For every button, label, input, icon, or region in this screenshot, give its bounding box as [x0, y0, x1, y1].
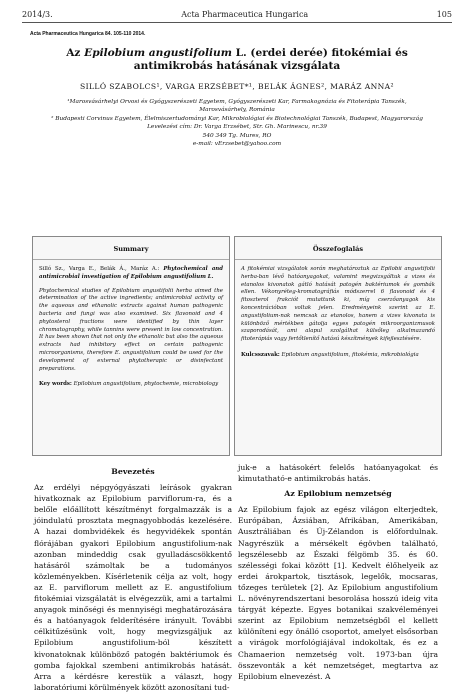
section-heading-bevezetes: Bevezetés — [111, 467, 155, 476]
summary-reference — [39, 266, 223, 282]
body-paragraph: Az erdélyi népgyógyászati leírások gyakran hivatkoznak az Epilobium parviflorum-ra, és a belőle előállított készítményt forgalmazzák is a jóindulatú prosztata megnagyobbodás kezelésére. A hazai dombvidékek és hegyvidékek spontán flórájában gyakori Epilobium angustifolium-nak azonban mindeddig csak gyulladáscsökkentő hatásáról számoltak be a tudományos közleményekben. Kísérletenik célja az volt, hogy az E. parviflorum mellett az E. angustifolium fitokémiai vizsgálatát is elvégezzük, ami a tartalmi anyagok minőségi és mennyiségi meghatározására és a hatóanyagok felderítésére irányult. További célkitűzésünk volt, hogy megvizsgáljuk az Epilobium angustifolium-ból készített kivonatoknak különböző patogén baktériumok és gomba fajokkal szembeni antimikrobás hatását. Arra a kérdésre kerestük a választ, hogy laboratóriumi körülmények között azonosítani tud- — [34, 483, 232, 692]
keywords-value: Epilobium angustifolium, phytochemie, microbiology — [73, 381, 219, 388]
summary-box — [32, 236, 230, 456]
osszefoglalas-divider — [235, 259, 441, 260]
kulcsszavak-label: Kulcsszavak: — [241, 351, 280, 358]
correspondence-city: 540 349 Tg. Mures, RO — [202, 132, 272, 139]
summary-heading: Summary — [113, 245, 149, 253]
correspondence-address: Levelezési cím: Dr. Varga Erzsébet, Str. Gh. Marinescu, nr.39 — [147, 124, 327, 131]
body-column-right — [238, 462, 438, 681]
running-header — [22, 10, 452, 22]
title-suffix: L. (erdei derée) fitokémiai és antimikrobás hatásának vizsgálata — [133, 47, 408, 72]
summary-divider — [33, 259, 229, 260]
title-species: Epilobium angustifolium — [84, 47, 232, 59]
header-page-number: 105 — [436, 10, 452, 19]
summary-abstract: Phytochemical studies of Epilobium angustifolii herba aimed the determination of the active ingredients; antimicrobial activity of the aqueous and ethanolic extracts against human pathogenic bacteria and fungi was also examined. Six flavonoid and 4 phytosterol fractions were identified by thin layer chromatography, while tannins were present in low concentration. It has been shown that not only the ethanolic but also the aqueous extracts had inhibitory effect on certain pathogenic microorganisms, therefore E. angustifolium could be used for the development of external phytotherapic or disinfectant preparations. — [39, 287, 223, 372]
affiliations — [40, 98, 434, 148]
osszefoglalas-heading: Összefoglalás — [312, 245, 364, 253]
summary-keywords — [39, 381, 223, 389]
body-paragraph: Az Epilobium fajok az egész világon elterjedtek, Európában, Ázsiában, Afrikában, Amerikában, Ausztráliában és Új-Zélandon is előfordulnak. Nagyrészük a mérsékelt égövben található, legszélesebb az Északi félgömb 35. és 60. szélességi fokai között [1]. Kedvelt élőhelyeik az erdei árokpartok, tisztások, legelők, mocsaras, tőzeges területek [2]. Az Epilobium angustifolium L. növényrendszertani besorolása hosszú ideig vita tárgyát képezte. Egyes botanikai szakvéleményei szerint az Epilobium nemzetségből el kellett különíteni egy önálló csoportot, amelyet elsősorban a virágok morfológiájával indokoltak, és ez a Chamaerion nemzetség volt. 1973-ban újra összevonták a két nemzetséget, megtartva az Epilobium elnevezést. A — [238, 505, 438, 681]
affiliation-line: Marosvásárhely, Románia — [199, 107, 275, 114]
citation-line: Acta Pharmaceutica Hungarica 84. 105-110 2014. — [30, 31, 146, 37]
body-column-left — [34, 462, 232, 692]
keywords-label: Key words: — [39, 381, 72, 388]
header-divider — [22, 22, 452, 23]
osszefoglalas-abstract: A fitokémiai vizsgálatok során meghatároztuk az Epilobii angustifolii herba-ban lévő hatóanyagokat, valamint megvizsgáltuk a vizes és etanolos kivonatok gátló hatását patogén baktériumok és gombák ellen. Vékonyréteg-kromatográfiás módszerrel 6 flavonoid és 4 fitoszterol frakciót mutattunk ki, míg cserzőanyagok kis koncentrációban voltak jelen. Eredményeink szerint az E. angustifolium-nak nemcsak az etanolos, hanem a vizes kivonata is különböző mértékben gátolja egyes patogén mikroorganizmusok szaporodását, ami alapul szolgálhat külsőleg alkalmazandó fitoterápiás vagy fertőtlenítő hatású készítmények kifejlesztésére. — [241, 266, 435, 343]
body-paragraph-continued: juk-e a hatásokért felelős hatóanyagokat és kimutatható-e antimikrobás hatás. — [238, 463, 438, 484]
title-prefix: Az — [66, 47, 85, 59]
article-title — [28, 47, 446, 73]
osszefoglalas-keywords — [241, 352, 435, 360]
header-journal: Acta Pharmaceutica Hungarica — [181, 10, 309, 19]
correspondence-email: e-mail: vErzsebet@yahoo.com — [192, 141, 282, 148]
summary-ref-title: Phytochemical and antimicrobial investigation of Epilobium angustifolium L. — [39, 266, 223, 280]
summary-ref-authors: Silló Sz., Varga E., Belák Á., Maráz A.: — [39, 266, 160, 272]
author-list: SILLÓ SZABOLCS¹, VARGA ERZSÉBET*¹, BELÁK ÁGNES², MARÁZ ANNA² — [79, 82, 395, 91]
kulcsszavak-value: Epilobium angustifolium, fitokémia, mikrobiológia — [281, 351, 419, 358]
header-issue: 2014/3. — [22, 10, 53, 19]
osszefoglalas-box — [234, 236, 442, 456]
affiliation-line: ¹Marosvásárhelyi Orvosi és Gyógyszerészeti Egyetem, Gyógyszerészeti Kar, Farmakognózia és Fitoterápia Tanszék, — [67, 99, 407, 105]
section-heading-epilobium: Az Epilobium nemzetség — [284, 489, 392, 499]
affiliation-line: ² Budapesti Corvinus Egyetem, Élelmiszertudományi Kar, Mikrobiológiai és Biotechnológiai Tanszék, Budapest, Magyarország — [51, 115, 423, 122]
